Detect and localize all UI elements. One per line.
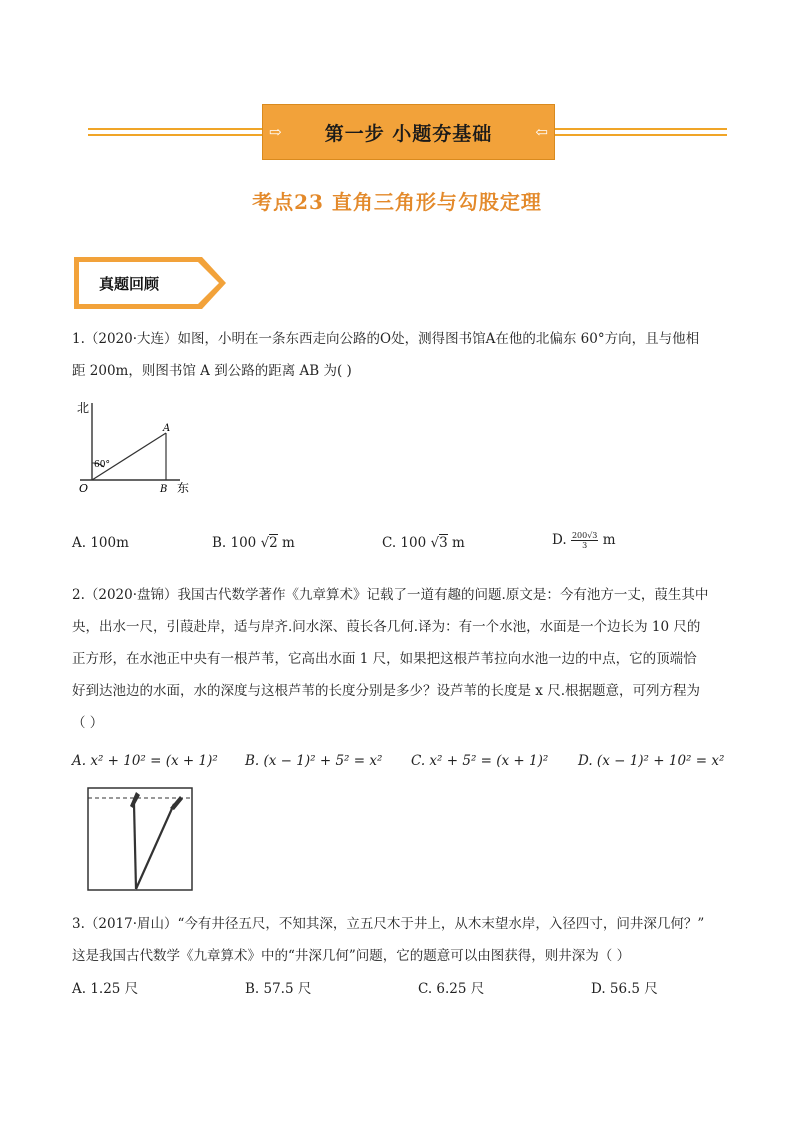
label-b: B (160, 484, 168, 495)
option-c-prefix: C. 100 (382, 535, 431, 551)
option-b-prefix: B. 100 (212, 535, 261, 551)
question-1-line-2: 距 200m，则图书馆 A 到公路的距离 AB 为( ) (72, 363, 352, 379)
reed-original (134, 804, 136, 889)
label-north: 北 (77, 401, 90, 415)
fraction-denominator: 3 (582, 541, 588, 550)
question-3-line-1: 3.（2017·眉山）“今有井径五尺，不知其深，立五尺木于井上，从木末望水岸，入径四寸，问井深几何？” (72, 916, 705, 932)
option-d-unit: m (598, 532, 616, 548)
label-angle: 60° (94, 460, 110, 470)
question-1-option-a[interactable]: A. 100m (72, 535, 129, 551)
question-3-option-a[interactable]: A. 1.25 尺 (72, 981, 139, 997)
question-2-option-c[interactable]: C. x² + 5² = (x + 1)² (411, 753, 549, 769)
banner-title: 第一步 小题夯基础 (324, 123, 493, 145)
question-2-option-b[interactable]: B. (x − 1)² + 5² = x² (245, 753, 383, 769)
question-2-option-a[interactable]: A. x² + 10² = (x + 1)² (72, 753, 218, 769)
label-a: A (163, 423, 171, 434)
question-3-line-2: 这是我国古代数学《九章算术》中的“井深几何”问题，它的题意可以由图获得，则井深为（ ） (72, 948, 631, 964)
page-title: 考点23 直角三角形与勾股定理 (252, 190, 542, 214)
option-b-radicand: 2 (269, 535, 278, 551)
question-1-option-c[interactable] (382, 535, 465, 551)
banner-line-left-2 (88, 134, 263, 136)
section-tab (74, 257, 226, 309)
label-east: 东 (177, 481, 190, 495)
question-2-line-2: 央，出水一尺，引葭赴岸，适与岸齐.问水深、葭长各几何.译为：有一个水池，水面是一个边长为 10 尺的 (72, 619, 701, 635)
question-3-option-d[interactable]: D. 56.5 尺 (591, 981, 658, 997)
question-3-option-c[interactable]: C. 6.25 尺 (418, 981, 485, 997)
question-1-line-1: 1.（2020·大连）如图，小明在一条东西走向公路的O处，测得图书馆A在他的北偏东 60°方向，且与他相 (72, 331, 700, 347)
question-2-line-1: 2.（2020·盘锦）我国古代数学著作《九章算术》记载了一道有趣的问题.原文是：今有池方一丈，葭生其中 (72, 587, 709, 603)
question-1-option-d[interactable] (552, 531, 616, 550)
option-b-unit: m (277, 535, 295, 551)
segment-oa (92, 433, 166, 480)
sqrt-icon: √ (260, 535, 270, 551)
question-2-line-5: （ ） (72, 715, 104, 731)
question-1-option-b[interactable] (212, 535, 295, 551)
question-2-line-3: 正方形，在水池正中央有一根芦苇，它高出水面 1 尺，如果把这根芦苇拉向水池一边的中点，它的顶端恰 (72, 651, 697, 667)
reed-tip-2 (170, 796, 183, 810)
option-d-prefix: D. (552, 532, 571, 548)
question-3-option-b[interactable]: B. 57.5 尺 (245, 981, 312, 997)
option-c-unit: m (447, 535, 465, 551)
reed-pulled (136, 804, 174, 889)
question-1-figure (70, 395, 200, 500)
arrow-left-icon: ⇦ (535, 123, 548, 141)
arrow-right-icon: ⇨ (269, 123, 282, 141)
question-2-figure (86, 786, 196, 892)
question-2-option-d[interactable]: D. (x − 1)² + 10² = x² (578, 753, 725, 769)
banner-line-right-1 (555, 128, 727, 130)
option-d-fraction (571, 531, 598, 550)
fraction-numerator: 200√3 (571, 531, 598, 540)
banner-line-right-2 (555, 134, 727, 136)
banner-line-left-1 (88, 128, 263, 130)
sqrt-icon: √ (430, 535, 440, 551)
banner (262, 104, 555, 160)
section-label: 真题回顾 (99, 275, 160, 293)
option-c-radicand: 3 (439, 535, 448, 551)
label-o: O (79, 482, 89, 495)
question-2-line-4: 好到达池边的水面，水的深度与这根芦苇的长度分别是多少？设芦苇的长度是 x 尺.根据题意，可列方程为 (72, 683, 700, 699)
